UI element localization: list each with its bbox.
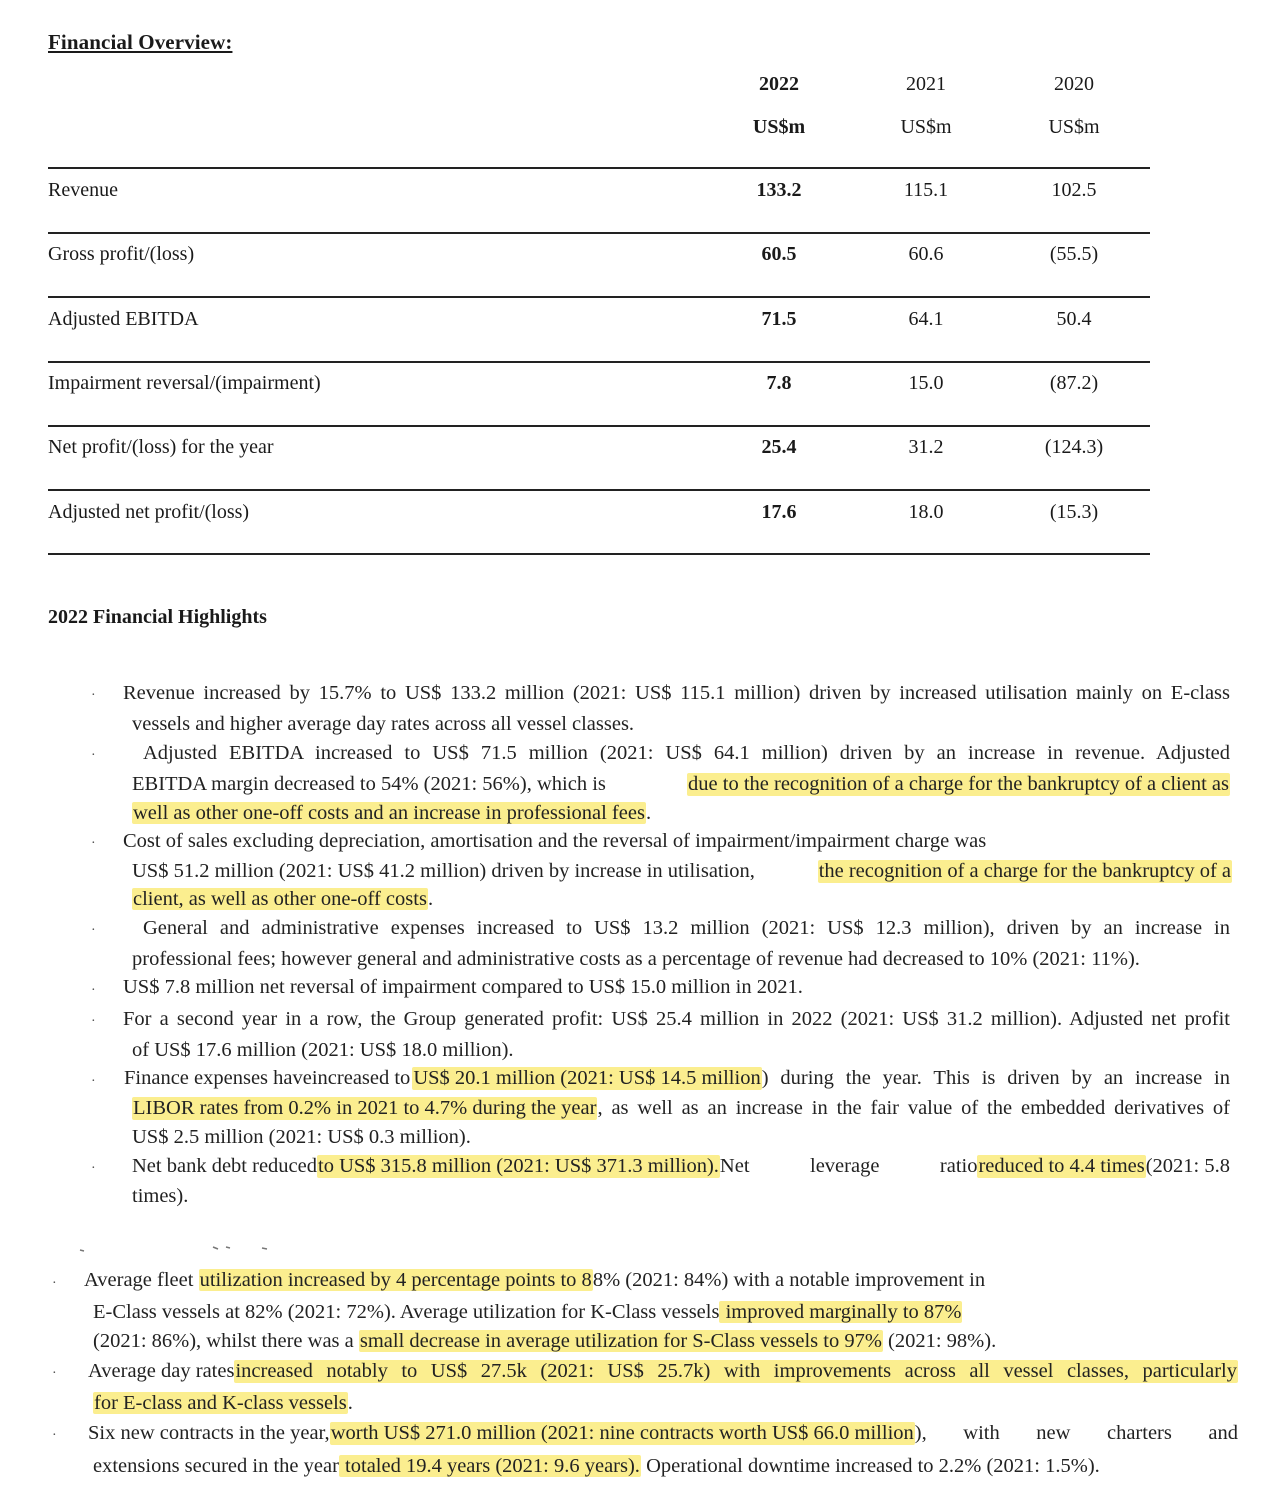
operations-line	[88, 1360, 1238, 1383]
highlight-line	[132, 802, 651, 825]
scan-artifact	[78, 1240, 278, 1254]
operations-text: .	[347, 1392, 353, 1414]
highlight-line	[132, 1155, 1230, 1178]
bullet-icon: ·	[52, 1276, 57, 1291]
table-row-label: Revenue	[48, 179, 118, 201]
col-header-2022-unit: US$m	[752, 116, 806, 138]
operations-line	[84, 1269, 985, 1292]
operations-line	[93, 1330, 996, 1353]
table-cell-2022: 7.8	[766, 372, 792, 394]
highlight-text: , as well as an increase in the fair value of the embedded derivatives of	[597, 1097, 1230, 1119]
highlighted-text: US$ 20.1 million (2021: US$ 14.5 million	[413, 1067, 761, 1089]
highlighted-text: client, as well as other one-off costs	[133, 888, 427, 910]
highlighted-text: the recognition of a charge for the bankruptcy of a	[818, 860, 1231, 882]
operations-line	[93, 1392, 353, 1415]
highlight-line	[132, 888, 433, 911]
bullet-icon: ·	[91, 836, 96, 851]
highlight-line	[124, 1067, 1230, 1090]
bullet-icon: ·	[91, 1161, 96, 1176]
table-row-label: Impairment reversal/(impairment)	[48, 372, 321, 394]
table-rule	[48, 167, 1150, 169]
operations-line	[93, 1455, 1100, 1478]
highlight-text: ) during the year. This is driven by an increase in	[761, 1067, 1230, 1089]
bullet-icon: ·	[91, 923, 96, 938]
bullet-icon: ·	[91, 983, 96, 998]
col-header-2020-year: 2020	[1054, 73, 1094, 95]
table-rule	[48, 489, 1150, 491]
operations-text: Average fleet	[84, 1269, 199, 1291]
table-row-label: Adjusted net profit/(loss)	[48, 501, 250, 523]
highlighted-text: worth US$ 271.0 million (2021: nine contracts worth US$ 66.0 million	[330, 1422, 914, 1444]
table-cell-2020: (55.5)	[1049, 243, 1099, 265]
highlighted-text: well as other one-off costs and an increase in professional fees	[133, 802, 645, 824]
highlighted-text: improved marginally to 87%	[720, 1301, 962, 1323]
highlight-line: of US$ 17.6 million (2021: US$ 18.0 million).	[132, 1039, 514, 1061]
highlighted-text: utilization increased by 4 percentage points to 8	[199, 1269, 592, 1291]
col-header-2022-year: 2022	[759, 73, 799, 95]
highlight-line: times).	[132, 1185, 189, 1207]
table-cell-2020: (124.3)	[1044, 436, 1104, 458]
table-cell-2021: 15.0	[908, 372, 944, 394]
operations-line	[93, 1301, 962, 1324]
highlight-line: professional fees; however general and administrative costs as a percentage of revenue had decreased to 10% (2021: 11%).	[132, 948, 1140, 970]
table-rule	[48, 425, 1150, 427]
table-rule	[48, 232, 1150, 234]
operations-text: 8% (2021: 84%) with a notable improvement in	[592, 1269, 986, 1291]
operations-text: ), with new charters and	[914, 1422, 1238, 1444]
operations-text: Six new contracts in the year,	[88, 1422, 330, 1444]
operations-text: E-Class vessels at 82% (2021: 72%). Average utilization for K-Class vessels	[93, 1301, 720, 1323]
highlighted-text: due to the recognition of a charge for the bankruptcy of a client as	[688, 773, 1229, 795]
highlighted-text: to US$ 315.8 million (2021: US$ 371.3 million).	[318, 1155, 719, 1177]
highlight-text: US$ 51.2 million (2021: US$ 41.2 million) driven by increase in utilisation,	[132, 860, 755, 882]
table-cell-2022: 25.4	[761, 436, 797, 458]
table-row-label: Gross profit/(loss)	[48, 243, 195, 265]
highlighted-text: totaled 19.4 years (2021: 9.6 years).	[339, 1455, 640, 1477]
bullet-icon: ·	[52, 1366, 57, 1381]
highlight-line	[132, 860, 1232, 883]
table-rule	[48, 553, 1150, 555]
table-cell-2020: (15.3)	[1049, 501, 1099, 523]
highlight-line: Cost of sales excluding depreciation, amortisation and the reversal of impairment/impairment charge was	[123, 830, 987, 852]
highlight-text: .	[427, 888, 434, 910]
bullet-icon: ·	[52, 1428, 57, 1443]
table-cell-2020: (87.2)	[1049, 372, 1099, 394]
highlight-line	[132, 773, 1230, 796]
highlighted-text: LIBOR rates from 0.2% in 2021 to 4.7% during the year	[133, 1097, 597, 1119]
highlight-text: Net bank debt reduced	[132, 1155, 317, 1177]
operations-text: Operational downtime increased to 2.2% (2021: 1.5%).	[640, 1455, 1100, 1477]
highlight-line: Revenue increased by 15.7% to US$ 133.2 million (2021: US$ 115.1 million) driven by increased utilisation mainly on E-class	[123, 682, 1230, 704]
table-rule	[48, 361, 1150, 363]
col-header-2021-year: 2021	[906, 73, 946, 95]
col-header-2020-unit: US$m	[1048, 116, 1100, 138]
highlight-line	[132, 1097, 1230, 1120]
highlighted-text: small decrease in average utilization for S-Class vessels to 97%	[359, 1330, 882, 1352]
highlights-heading: 2022 Financial Highlights	[48, 606, 267, 628]
highlighted-text: reduced to 4.4 times	[978, 1155, 1145, 1177]
highlighted-text: for E-class and K-class vessels	[94, 1392, 347, 1414]
table-rule	[48, 296, 1150, 298]
highlight-line: vessels and higher average day rates across all vessel classes.	[132, 713, 635, 735]
table-cell-2020: 50.4	[1056, 308, 1092, 330]
operations-text: (2021: 98%).	[882, 1330, 997, 1352]
table-cell-2021: 31.2	[908, 436, 944, 458]
table-cell-2021: 115.1	[903, 179, 949, 201]
table-row-label: Adjusted EBITDA	[48, 308, 199, 330]
highlight-text: Finance expenses haveincreased to	[124, 1067, 411, 1089]
highlight-line: US$ 2.5 million (2021: US$ 0.3 million).	[132, 1126, 471, 1148]
table-cell-2022: 17.6	[761, 501, 797, 523]
table-cell-2021: 64.1	[908, 308, 944, 330]
highlight-text: EBITDA margin decreased to 54% (2021: 56%), which is	[132, 773, 606, 795]
page-title: Financial Overview:	[48, 30, 233, 54]
highlight-text: (2021: 5.8	[1145, 1155, 1230, 1177]
table-cell-2022: 133.2	[756, 179, 802, 201]
highlight-line: For a second year in a row, the Group generated profit: US$ 25.4 million in 2022 (2021: US$ 31.2 million). Adjusted net profit	[123, 1008, 1230, 1030]
operations-text: (2021: 86%), whilst there was a	[93, 1330, 359, 1352]
table-cell-2021: 60.6	[908, 243, 944, 265]
table-cell-2022: 71.5	[761, 308, 797, 330]
bullet-icon: ·	[91, 748, 96, 763]
table-cell-2021: 18.0	[908, 501, 944, 523]
highlight-text: .	[645, 802, 652, 824]
highlight-line: US$ 7.8 million net reversal of impairment compared to US$ 15.0 million in 2021.	[123, 976, 803, 998]
col-header-2021-unit: US$m	[900, 116, 952, 138]
highlight-line: Adjusted EBITDA increased to US$ 71.5 million (2021: US$ 64.1 million) driven by an increase in revenue. Adjusted	[143, 742, 1230, 764]
highlighted-text: increased notably to US$ 27.5k (2021: US$ 25.7k) with improvements across all vessel classes, particularly	[235, 1360, 1237, 1382]
table-cell-2020: 102.5	[1051, 179, 1097, 201]
highlight-text: Net leverage ratio	[719, 1155, 978, 1177]
highlight-line: General and administrative expenses increased to US$ 13.2 million (2021: US$ 12.3 million), driven by an increase in	[143, 917, 1230, 939]
operations-line	[88, 1422, 1238, 1445]
bullet-icon: ·	[91, 1074, 96, 1089]
table-row-label: Net profit/(loss) for the year	[48, 436, 274, 458]
operations-text: Average day rates	[88, 1360, 235, 1382]
operations-text: extensions secured in the year	[93, 1455, 339, 1477]
bullet-icon: ·	[91, 688, 96, 703]
table-cell-2022: 60.5	[761, 243, 797, 265]
bullet-icon: ·	[91, 1014, 96, 1029]
